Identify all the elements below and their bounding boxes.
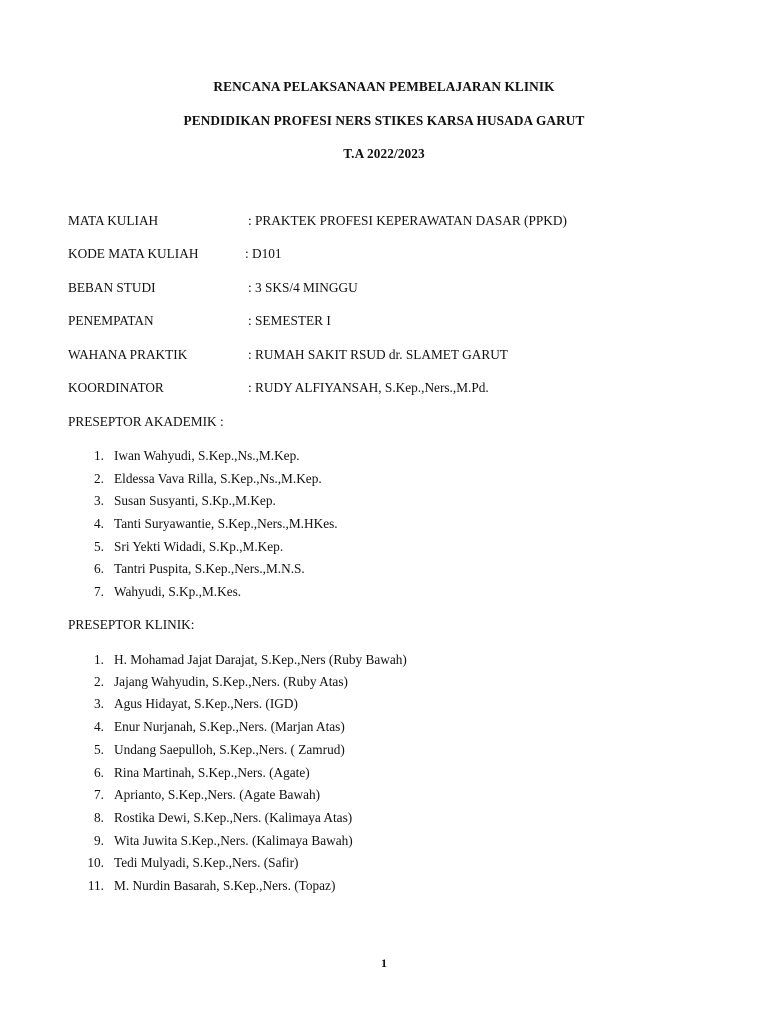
preseptor-klinik-heading: PRESEPTOR KLINIK: (68, 617, 195, 632)
list-text: Jajang Wahyudin, S.Kep.,Ners. (Ruby Atas) (114, 674, 348, 689)
list-text: Susan Susyanti, S.Kp.,M.Kep. (114, 493, 276, 508)
info-value: : D101 (245, 246, 282, 261)
list-number: 10. (87, 855, 104, 870)
preseptor-akademik-heading: PRESEPTOR AKADEMIK : (68, 414, 224, 429)
info-label: WAHANA PRAKTIK (68, 347, 188, 362)
info-value: : SEMESTER I (248, 313, 331, 328)
list-text: Undang Saepulloh, S.Kep.,Ners. ( Zamrud) (114, 742, 345, 757)
info-label: KOORDINATOR (68, 380, 164, 395)
list-text: Eldessa Vava Rilla, S.Kep.,Ns.,M.Kep. (114, 471, 322, 486)
list-number: 5. (94, 539, 104, 554)
list-text: Enur Nurjanah, S.Kep.,Ners. (Marjan Atas) (114, 719, 345, 734)
institution-title: PENDIDIKAN PROFESI NERS STIKES KARSA HUSADA GARUT (183, 113, 585, 128)
list-text: Tanti Suryawantie, S.Kep.,Ners.,M.HKes. (114, 516, 338, 531)
list-text: M. Nurdin Basarah, S.Kep.,Ners. (Topaz) (114, 878, 336, 893)
list-text: H. Mohamad Jajat Darajat, S.Kep.,Ners (Ruby Bawah) (114, 652, 407, 667)
info-row-wahana-praktik (68, 347, 508, 363)
info-row-mata-kuliah (68, 213, 567, 229)
list-number: 6. (94, 765, 104, 780)
list-number: 8. (94, 810, 104, 825)
list-number: 3. (94, 696, 104, 711)
list-number: 7. (94, 787, 104, 802)
info-row-beban-studi (68, 280, 358, 296)
page-number: 1 (381, 956, 387, 970)
list-number: 4. (94, 516, 104, 531)
list-text: Wita Juwita S.Kep.,Ners. (Kalimaya Bawah) (114, 833, 353, 848)
info-value: : PRAKTEK PROFESI KEPERAWATAN DASAR (PPKD) (248, 213, 567, 228)
info-row-koordinator (68, 380, 489, 396)
info-value: : RUMAH SAKIT RSUD dr. SLAMET GARUT (248, 347, 508, 362)
info-row-kode-mata-kuliah (68, 246, 282, 262)
info-label: MATA KULIAH (68, 213, 159, 228)
list-number: 1. (94, 448, 104, 463)
info-value: : RUDY ALFIYANSAH, S.Kep.,Ners.,M.Pd. (248, 380, 489, 395)
list-text: Aprianto, S.Kep.,Ners. (Agate Bawah) (114, 787, 321, 802)
info-label: PENEMPATAN (68, 313, 154, 328)
list-number: 6. (94, 561, 104, 576)
list-text: Tedi Mulyadi, S.Kep.,Ners. (Safir) (114, 855, 299, 870)
academic-year: T.A 2022/2023 (343, 146, 425, 161)
list-text: Rostika Dewi, S.Kep.,Ners. (Kalimaya Atas) (114, 810, 353, 825)
list-number: 7. (94, 584, 104, 599)
list-text: Iwan Wahyudi, S.Kep.,Ns.,M.Kep. (114, 448, 300, 463)
list-number: 11. (87, 878, 104, 893)
list-text: Tantri Puspita, S.Kep.,Ners.,M.N.S. (114, 561, 305, 576)
document-title: RENCANA PELAKSANAAN PEMBELAJARAN KLINIK (213, 79, 555, 94)
info-row-penempatan (68, 313, 331, 329)
info-label: BEBAN STUDI (68, 280, 156, 295)
list-text: Agus Hidayat, S.Kep.,Ners. (IGD) (114, 696, 298, 711)
list-number: 3. (94, 493, 104, 508)
list-text: Sri Yekti Widadi, S.Kp.,M.Kep. (114, 539, 284, 554)
list-text: Wahyudi, S.Kp.,M.Kes. (114, 584, 242, 599)
info-label: KODE MATA KULIAH (68, 246, 199, 261)
list-number: 1. (94, 652, 104, 667)
list-number: 4. (94, 719, 104, 734)
list-text: Rina Martinah, S.Kep.,Ners. (Agate) (114, 765, 310, 780)
list-number: 2. (94, 674, 104, 689)
list-number: 2. (94, 471, 104, 486)
list-number: 9. (94, 833, 104, 848)
list-number: 5. (94, 742, 104, 757)
info-value: : 3 SKS/4 MINGGU (248, 280, 358, 295)
